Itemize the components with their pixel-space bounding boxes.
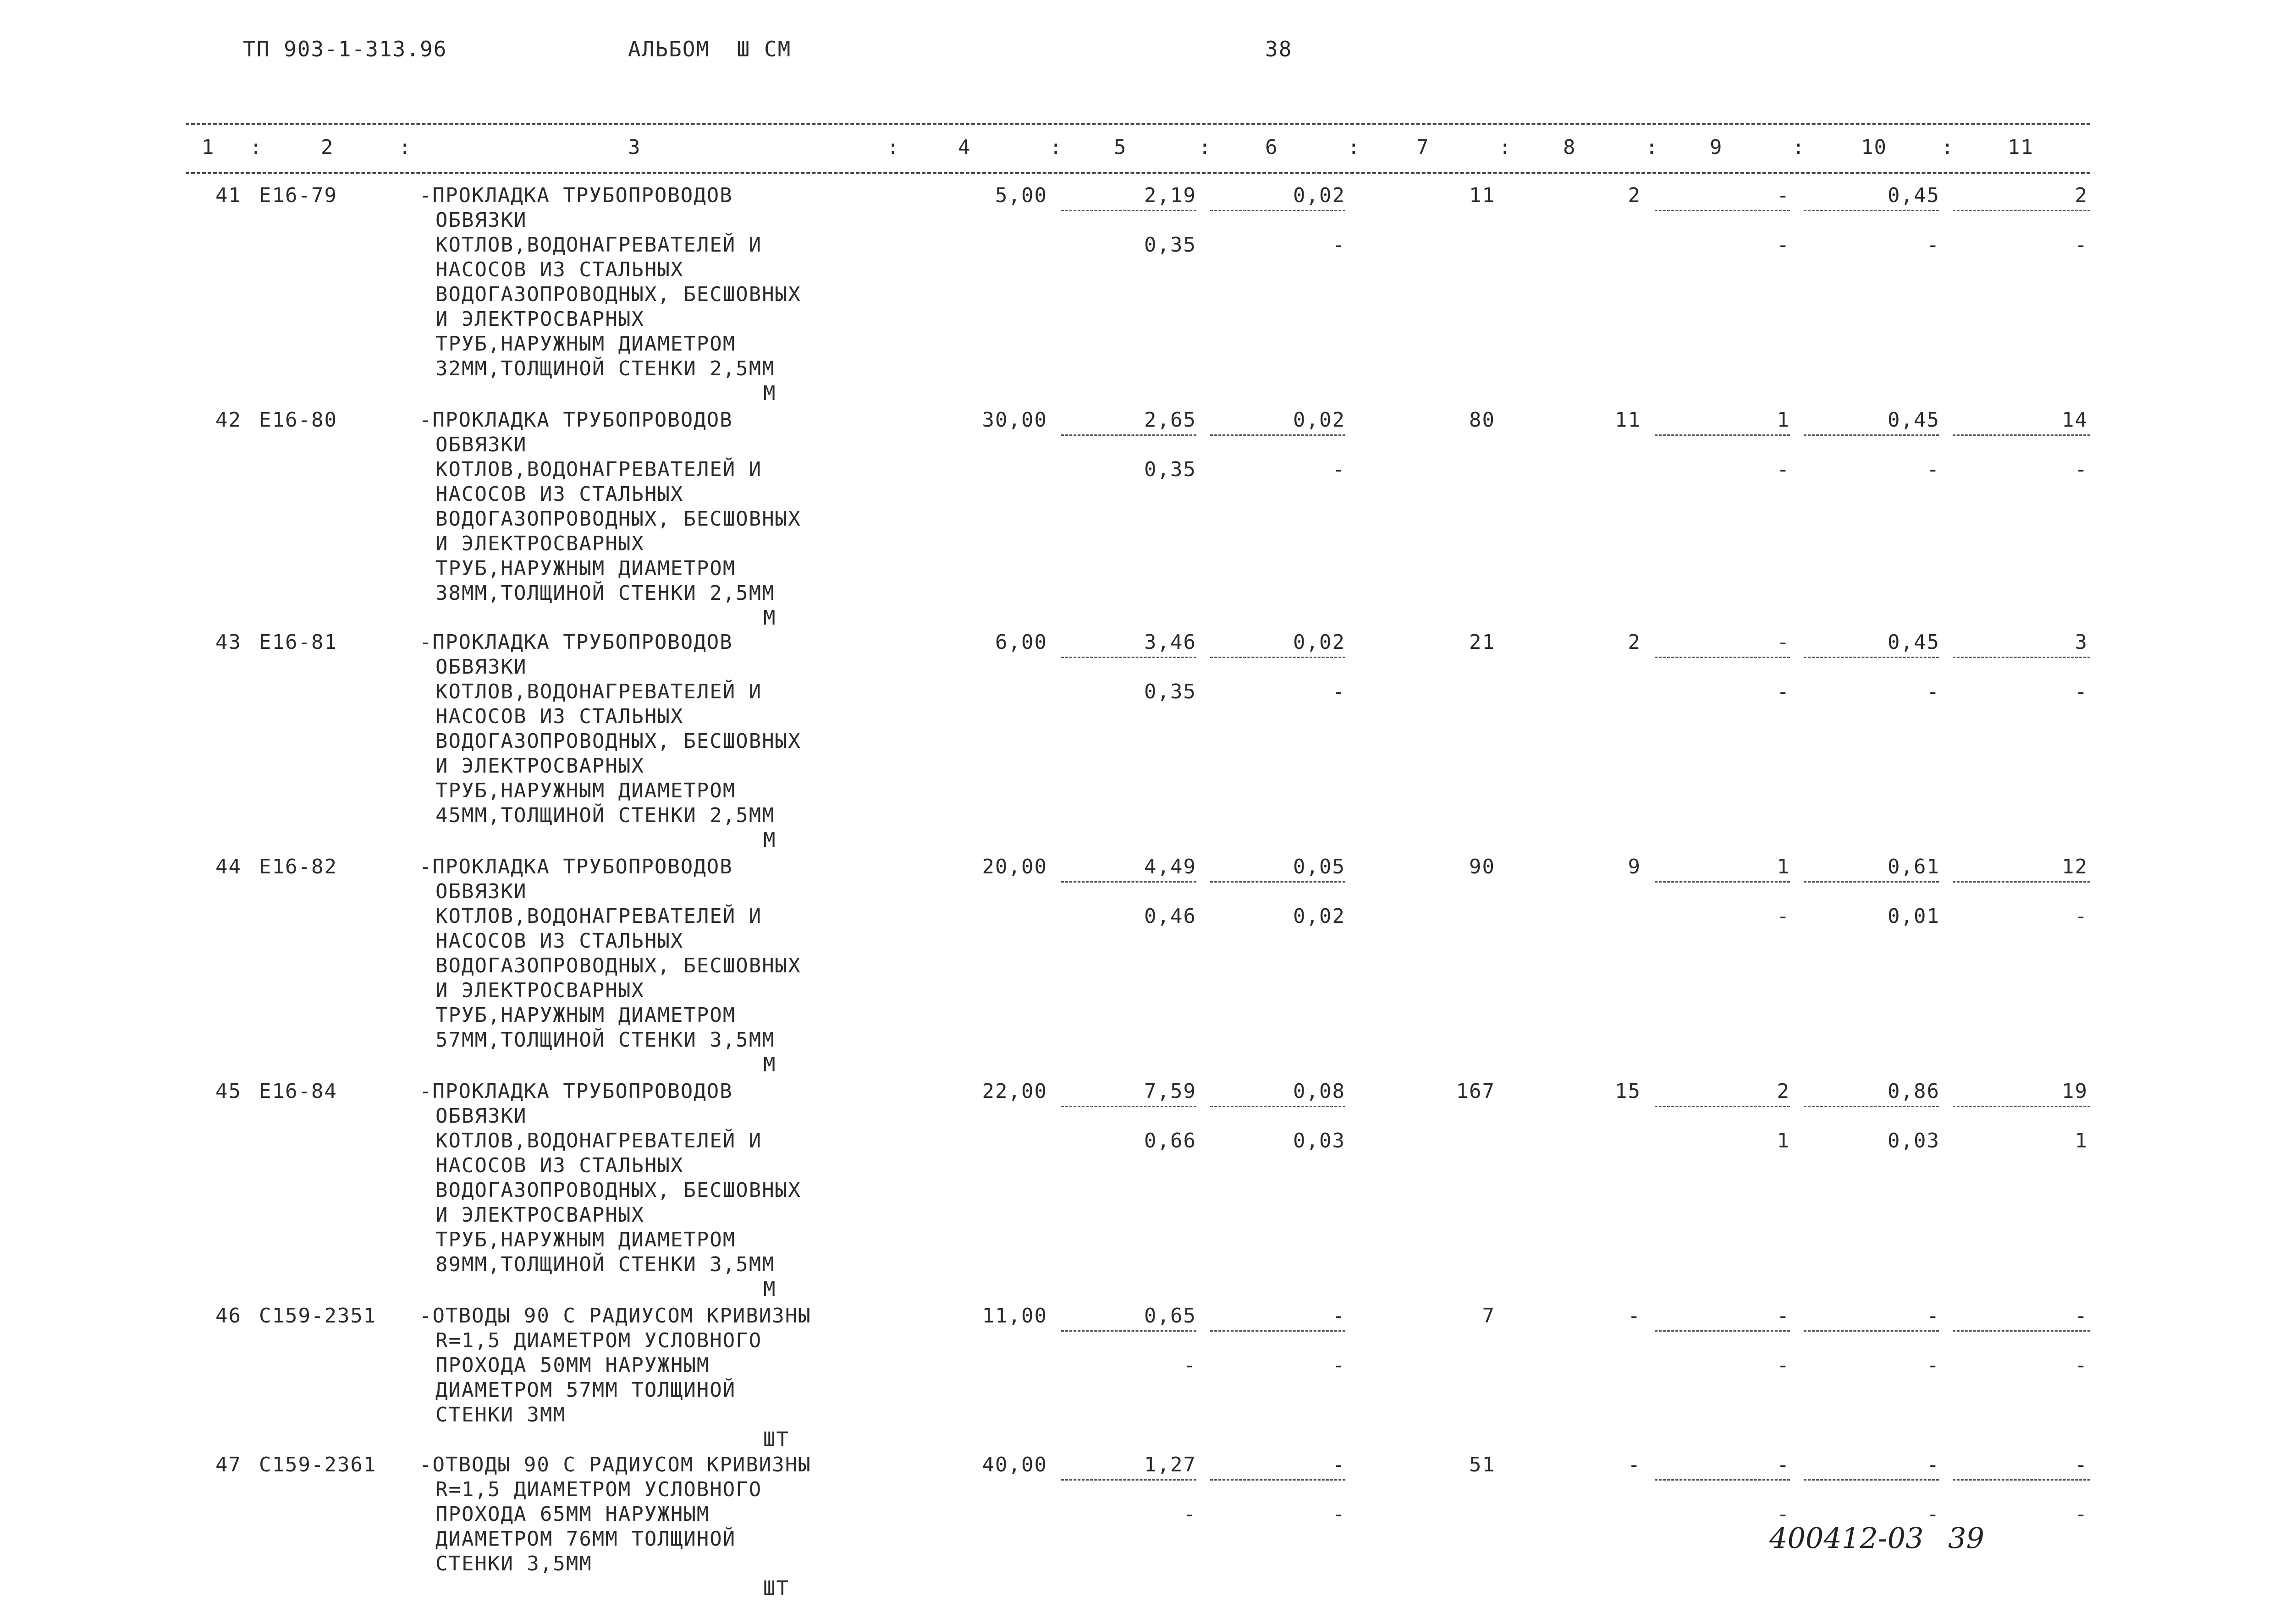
price-code: Е16-84: [259, 1080, 337, 1103]
value-divider-line: [1804, 434, 1939, 436]
value-divider-line: [1655, 1106, 1790, 1107]
work-description-line: -ПРОКЛАДКА ТРУБОПРОВОДОВ: [419, 184, 733, 207]
work-description-line: ТРУБ,НАРУЖНЫМ ДИАМЕТРОМ: [435, 779, 736, 802]
work-description-line: ДИАМЕТРОМ 57ММ ТОЛЩИНОЙ: [435, 1378, 736, 1402]
value-divider-line: [1655, 1479, 1790, 1481]
column-separator: :: [1792, 136, 1806, 159]
row-number: 41: [215, 184, 242, 207]
unit-of-measure: М: [763, 606, 776, 630]
col5-value-top: 4,49: [1144, 855, 1196, 878]
work-description-line: НАСОСОВ ИЗ СТАЛЬНЫХ: [435, 705, 684, 728]
col8-value: 15: [1615, 1080, 1641, 1103]
handwritten-document-code: 400412-03: [1769, 1521, 1924, 1555]
value-divider-line: [1953, 210, 2090, 211]
value-divider-line: [1655, 434, 1790, 436]
column-header-9: 9: [1710, 136, 1723, 159]
work-description-line: ДИАМЕТРОМ 76ММ ТОЛЩИНОЙ: [435, 1527, 736, 1551]
col5-value-bottom: 0,66: [1144, 1129, 1196, 1152]
col5-value-top: 2,65: [1144, 408, 1196, 432]
col11-value-bottom: -: [2075, 1354, 2088, 1377]
document-code: ТП 903-1-313.96: [243, 37, 447, 61]
work-description-line: 57ММ,ТОЛЩИНОЙ СТЕНКИ 3,5ММ: [435, 1028, 775, 1052]
col11-value-top: -: [2075, 1453, 2088, 1476]
column-header-7: 7: [1416, 136, 1430, 159]
col9-value-bottom: -: [1777, 233, 1790, 257]
col5-value-bottom: 0,35: [1144, 458, 1196, 481]
col9-value-top: -: [1777, 631, 1790, 654]
work-description-line: ТРУБ,НАРУЖНЫМ ДИАМЕТРОМ: [435, 332, 736, 356]
work-description-line: 45ММ,ТОЛЩИНОЙ СТЕНКИ 2,5ММ: [435, 804, 775, 827]
value-divider-line: [1953, 434, 2090, 436]
col7-value: 11: [1469, 184, 1495, 207]
work-description-line: ВОДОГАЗОПРОВОДНЫХ, БЕСШОВНЫХ: [435, 954, 801, 977]
value-divider-line: [1061, 881, 1196, 883]
work-description-line: И ЭЛЕКТРОСВАРНЫХ: [435, 307, 644, 331]
page-number: 38: [1265, 37, 1293, 61]
work-description-line: СТЕНКИ 3,5ММ: [435, 1552, 592, 1575]
col8-value: 11: [1615, 408, 1641, 432]
column-separator: :: [250, 136, 263, 159]
col10-value-bottom: -: [1927, 458, 1940, 481]
col10-value-top: 0,45: [1888, 631, 1940, 654]
work-description-line: КОТЛОВ,ВОДОНАГРЕВАТЕЛЕЙ И: [435, 680, 762, 703]
col9-value-top: 1: [1777, 855, 1790, 878]
col5-value-bottom: 0,35: [1144, 680, 1196, 703]
work-description-line: ТРУБ,НАРУЖНЫМ ДИАМЕТРОМ: [435, 1228, 736, 1251]
work-description-line: 38ММ,ТОЛЩИНОЙ СТЕНКИ 2,5ММ: [435, 582, 775, 605]
col10-value-top: 0,61: [1888, 855, 1940, 878]
price-code: Е16-82: [259, 855, 337, 878]
col10-value-bottom: -: [1927, 233, 1940, 257]
col10-value-bottom: -: [1927, 1354, 1940, 1377]
col11-value-top: -: [2075, 1304, 2088, 1328]
col11-value-bottom: 1: [2075, 1129, 2088, 1152]
column-separator: :: [1646, 136, 1659, 159]
work-description-line: ТРУБ,НАРУЖНЫМ ДИАМЕТРОМ: [435, 557, 736, 580]
col8-value: 2: [1628, 184, 1641, 207]
col6-value-bottom: 0,02: [1293, 905, 1345, 928]
col10-value-top: 0,45: [1888, 408, 1940, 432]
value-divider-line: [1953, 1330, 2090, 1332]
col11-value-top: 14: [2062, 408, 2088, 432]
col5-value-top: 1,27: [1144, 1453, 1196, 1476]
table-header-rule: [186, 172, 2090, 174]
col7-value: 80: [1469, 408, 1495, 432]
work-description-line: НАСОСОВ ИЗ СТАЛЬНЫХ: [435, 929, 684, 953]
col6-value-bottom: -: [1332, 233, 1345, 257]
work-description-line: И ЭЛЕКТРОСВАРНЫХ: [435, 1203, 644, 1227]
work-description-line: ОБВЯЗКИ: [435, 433, 527, 456]
work-description-line: 89ММ,ТОЛЩИНОЙ СТЕНКИ 3,5ММ: [435, 1253, 775, 1276]
value-divider-line: [1953, 657, 2090, 658]
row-number: 43: [215, 631, 242, 654]
value-divider-line: [1210, 1106, 1345, 1107]
col9-value-top: 1: [1777, 408, 1790, 432]
value-divider-line: [1804, 881, 1939, 883]
work-description-line: И ЭЛЕКТРОСВАРНЫХ: [435, 979, 644, 1002]
col5-value-top: 2,19: [1144, 184, 1196, 207]
row-number: 44: [215, 855, 242, 878]
album-label: АЛЬБОМ Ш СМ: [628, 37, 792, 61]
col6-value-bottom: 0,03: [1293, 1129, 1345, 1152]
col5-value-bottom: -: [1183, 1354, 1196, 1377]
work-description-line: ПРОХОДА 65ММ НАРУЖНЫМ: [435, 1503, 710, 1526]
col5-value-top: 7,59: [1144, 1080, 1196, 1103]
col11-value-top: 2: [2075, 184, 2088, 207]
column-header-6: 6: [1265, 136, 1278, 159]
price-code: С159-2361: [259, 1453, 377, 1476]
work-description-line: ВОДОГАЗОПРОВОДНЫХ, БЕСШОВНЫХ: [435, 507, 801, 531]
col10-value-top: 0,45: [1888, 184, 1940, 207]
row-number: 42: [215, 408, 242, 432]
col9-value-top: -: [1777, 1304, 1790, 1328]
work-description-line: -ОТВОДЫ 90 С РАДИУСОМ КРИВИЗНЫ: [419, 1304, 811, 1328]
column-header-8: 8: [1563, 136, 1576, 159]
work-description-line: ПРОХОДА 50ММ НАРУЖНЫМ: [435, 1354, 710, 1377]
price-code: Е16-79: [259, 184, 337, 207]
table-top-rule: [186, 123, 2090, 125]
work-description-line: ОБВЯЗКИ: [435, 655, 527, 679]
price-code: С159-2351: [259, 1304, 377, 1328]
work-description-line: R=1,5 ДИАМЕТРОМ УСЛОВНОГО: [435, 1478, 762, 1501]
row-number: 46: [215, 1304, 242, 1328]
column-header-1: 1: [202, 136, 215, 159]
col5-value-bottom: -: [1183, 1503, 1196, 1526]
col6-value-top: 0,02: [1293, 184, 1345, 207]
column-header-4: 4: [958, 136, 971, 159]
price-code: Е16-81: [259, 631, 337, 654]
work-description-line: КОТЛОВ,ВОДОНАГРЕВАТЕЛЕЙ И: [435, 905, 762, 928]
col10-value-bottom: 0,03: [1888, 1129, 1940, 1152]
col5-value-top: 0,65: [1144, 1304, 1196, 1328]
value-divider-line: [1655, 657, 1790, 658]
col11-value-top: 12: [2062, 855, 2088, 878]
col5-value-top: 3,46: [1144, 631, 1196, 654]
column-header-10: 10: [1861, 136, 1887, 159]
work-description-line: КОТЛОВ,ВОДОНАГРЕВАТЕЛЕЙ И: [435, 1129, 762, 1152]
work-description-line: ОБВЯЗКИ: [435, 880, 527, 903]
col11-value-bottom: -: [2075, 233, 2088, 257]
value-divider-line: [1655, 881, 1790, 883]
value-divider-line: [1061, 657, 1196, 658]
quantity-value: 5,00: [995, 184, 1047, 207]
col10-value-top: -: [1927, 1453, 1940, 1476]
column-separator: :: [1499, 136, 1512, 159]
value-divider-line: [1061, 1106, 1196, 1107]
col6-value-top: -: [1332, 1453, 1345, 1476]
col6-value-bottom: -: [1332, 1354, 1345, 1377]
column-header-5: 5: [1114, 136, 1127, 159]
value-divider-line: [1210, 657, 1345, 658]
quantity-value: 11,00: [982, 1304, 1047, 1328]
col6-value-bottom: -: [1332, 680, 1345, 703]
value-divider-line: [1655, 210, 1790, 211]
value-divider-line: [1953, 881, 2090, 883]
row-number: 47: [215, 1453, 242, 1476]
col9-value-bottom: -: [1777, 1354, 1790, 1377]
col10-value-top: 0,86: [1888, 1080, 1940, 1103]
value-divider-line: [1061, 1330, 1196, 1332]
col8-value: 2: [1628, 631, 1641, 654]
col10-value-bottom: -: [1927, 1503, 1940, 1526]
value-divider-line: [1804, 657, 1939, 658]
col11-value-bottom: -: [2075, 1503, 2088, 1526]
value-divider-line: [1804, 210, 1939, 211]
work-description-line: 32ММ,ТОЛЩИНОЙ СТЕНКИ 2,5ММ: [435, 357, 775, 380]
col6-value-top: 0,02: [1293, 408, 1345, 432]
work-description-line: R=1,5 ДИАМЕТРОМ УСЛОВНОГО: [435, 1329, 762, 1352]
work-description-line: ВОДОГАЗОПРОВОДНЫХ, БЕСШОВНЫХ: [435, 1179, 801, 1202]
col11-value-bottom: -: [2075, 680, 2088, 703]
work-description-line: ТРУБ,НАРУЖНЫМ ДИАМЕТРОМ: [435, 1004, 736, 1027]
col11-value-bottom: -: [2075, 458, 2088, 481]
quantity-value: 6,00: [995, 631, 1047, 654]
value-divider-line: [1061, 434, 1196, 436]
col11-value-bottom: -: [2075, 905, 2088, 928]
col6-value-top: 0,02: [1293, 631, 1345, 654]
col7-value: 7: [1482, 1304, 1495, 1328]
quantity-value: 22,00: [982, 1080, 1047, 1103]
col9-value-top: 2: [1777, 1080, 1790, 1103]
col7-value: 51: [1469, 1453, 1495, 1476]
work-description-line: -ПРОКЛАДКА ТРУБОПРОВОДОВ: [419, 1080, 733, 1103]
value-divider-line: [1061, 1479, 1196, 1481]
column-header-2: 2: [321, 136, 334, 159]
column-separator: :: [1199, 136, 1212, 159]
work-description-line: НАСОСОВ ИЗ СТАЛЬНЫХ: [435, 1154, 684, 1177]
column-separator: :: [1050, 136, 1063, 159]
col5-value-bottom: 0,35: [1144, 233, 1196, 257]
work-description-line: И ЭЛЕКТРОСВАРНЫХ: [435, 532, 644, 555]
work-description-line: ВОДОГАЗОПРОВОДНЫХ, БЕСШОВНЫХ: [435, 283, 801, 306]
col10-value-bottom: 0,01: [1888, 905, 1940, 928]
col9-value-bottom: -: [1777, 458, 1790, 481]
col9-value-bottom: 1: [1777, 1129, 1790, 1152]
value-divider-line: [1210, 434, 1345, 436]
work-description-line: НАСОСОВ ИЗ СТАЛЬНЫХ: [435, 258, 684, 281]
col11-value-top: 3: [2075, 631, 2088, 654]
work-description-line: КОТЛОВ,ВОДОНАГРЕВАТЕЛЕЙ И: [435, 233, 762, 257]
column-header-11: 11: [2008, 136, 2034, 159]
quantity-value: 20,00: [982, 855, 1047, 878]
unit-of-measure: М: [763, 828, 776, 852]
col10-value-bottom: -: [1927, 680, 1940, 703]
col10-value-top: -: [1927, 1304, 1940, 1328]
value-divider-line: [1804, 1479, 1939, 1481]
unit-of-measure: М: [763, 1053, 776, 1076]
unit-of-measure: М: [763, 382, 776, 405]
col6-value-bottom: -: [1332, 458, 1345, 481]
col9-value-top: -: [1777, 1453, 1790, 1476]
work-description-line: -ОТВОДЫ 90 С РАДИУСОМ КРИВИЗНЫ: [419, 1453, 811, 1476]
work-description-line: И ЭЛЕКТРОСВАРНЫХ: [435, 754, 644, 778]
col9-value-bottom: -: [1777, 1503, 1790, 1526]
col9-value-top: -: [1777, 184, 1790, 207]
unit-of-measure: М: [763, 1278, 776, 1301]
col11-value-top: 19: [2062, 1080, 2088, 1103]
work-description-line: СТЕНКИ 3ММ: [435, 1403, 566, 1426]
col8-value: 9: [1628, 855, 1641, 878]
value-divider-line: [1210, 1330, 1345, 1332]
column-separator: :: [1348, 136, 1361, 159]
col7-value: 21: [1469, 631, 1495, 654]
col7-value: 167: [1456, 1080, 1495, 1103]
value-divider-line: [1655, 1330, 1790, 1332]
unit-of-measure: ШТ: [763, 1428, 789, 1451]
col6-value-top: 0,08: [1293, 1080, 1345, 1103]
work-description-line: -ПРОКЛАДКА ТРУБОПРОВОДОВ: [419, 631, 733, 654]
col6-value-bottom: -: [1332, 1503, 1345, 1526]
value-divider-line: [1210, 1479, 1345, 1481]
col8-value: -: [1628, 1304, 1641, 1328]
value-divider-line: [1210, 881, 1345, 883]
column-separator: :: [1941, 136, 1955, 159]
value-divider-line: [1804, 1106, 1939, 1107]
quantity-value: 40,00: [982, 1453, 1047, 1476]
column-separator: :: [887, 136, 900, 159]
value-divider-line: [1061, 210, 1196, 211]
handwritten-page-number: 39: [1948, 1521, 1984, 1555]
col7-value: 90: [1469, 855, 1495, 878]
value-divider-line: [1210, 210, 1345, 211]
column-header-3: 3: [628, 136, 641, 159]
col9-value-bottom: -: [1777, 905, 1790, 928]
price-code: Е16-80: [259, 408, 337, 432]
col9-value-bottom: -: [1777, 680, 1790, 703]
value-divider-line: [1953, 1479, 2090, 1481]
work-description-line: КОТЛОВ,ВОДОНАГРЕВАТЕЛЕЙ И: [435, 458, 762, 481]
column-separator: :: [399, 136, 412, 159]
work-description-line: -ПРОКЛАДКА ТРУБОПРОВОДОВ: [419, 408, 733, 432]
col5-value-bottom: 0,46: [1144, 905, 1196, 928]
col6-value-top: -: [1332, 1304, 1345, 1328]
row-number: 45: [215, 1080, 242, 1103]
quantity-value: 30,00: [982, 408, 1047, 432]
work-description-line: ОБВЯЗКИ: [435, 208, 527, 232]
work-description-line: НАСОСОВ ИЗ СТАЛЬНЫХ: [435, 483, 684, 506]
work-description-line: ОБВЯЗКИ: [435, 1104, 527, 1128]
unit-of-measure: ШТ: [763, 1577, 789, 1600]
work-description-line: ВОДОГАЗОПРОВОДНЫХ, БЕСШОВНЫХ: [435, 730, 801, 753]
value-divider-line: [1804, 1330, 1939, 1332]
col8-value: -: [1628, 1453, 1641, 1476]
work-description-line: -ПРОКЛАДКА ТРУБОПРОВОДОВ: [419, 855, 733, 878]
value-divider-line: [1953, 1106, 2090, 1107]
col6-value-top: 0,05: [1293, 855, 1345, 878]
